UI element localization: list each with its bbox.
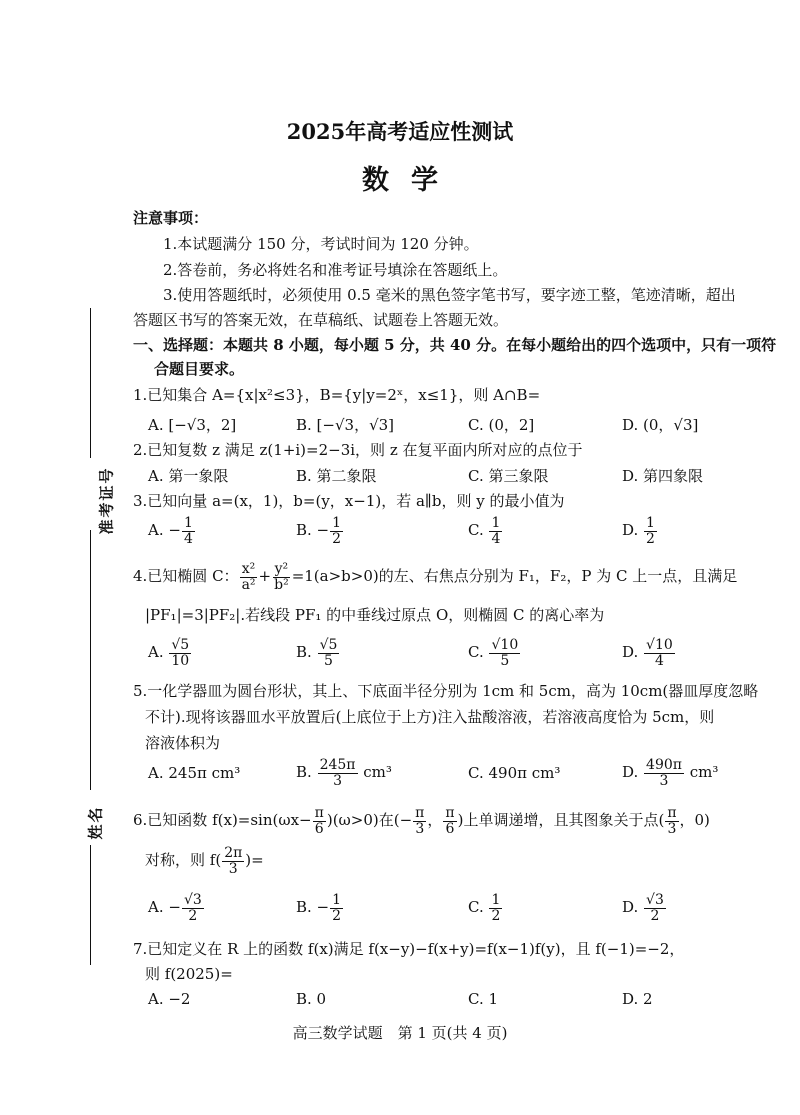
- q2-option-a[interactable]: A. 第一象限: [148, 467, 229, 485]
- q6-option-d[interactable]: D. $\frac{√3}{2}$: [622, 892, 664, 924]
- section1-heading: 一、选择题：本题共 8 小题，每小题 5 分，共 40 分。在每小题给出的四个选项中，只有一项符: [133, 336, 777, 354]
- q7-option-b[interactable]: B. 0: [296, 990, 327, 1008]
- subject-title: 数学: [362, 165, 460, 196]
- q4-option-b[interactable]: B. $\frac{√5}{5}$: [296, 637, 338, 669]
- exam-id-label: 准考证号: [97, 466, 116, 535]
- q3-option-b-prefix: B. −: [296, 521, 330, 540]
- q5-option-d[interactable]: D. $\frac{490\pi}{3}$ cm³: [622, 757, 719, 789]
- q2-option-d[interactable]: D. 第四象限: [622, 467, 704, 485]
- q6-stem-line1: 6.已知函数 f(x)=sin(ωx− $\frac{\pi}{6}$ )(ω>0)在(− $\frac{\pi}{3}$ ， $\frac{\pi}{6}$ )上单调递增，且其图象关于点( $\frac{\pi}{3}$ ，0): [133, 805, 710, 837]
- q3-option-c[interactable]: [468, 516, 503, 546]
- exam-title: 2025年高考适应性测试: [286, 119, 514, 144]
- q1-stem: 1.已知集合 A={x|x²≤3}，B={y|y=2ˣ，x≤1}，则 A∩B=: [133, 386, 541, 404]
- q6-option-b[interactable]: B. − $\frac{1}{2}$: [296, 892, 342, 924]
- notice-item-2: 2.答卷前，务必将姓名和准考证号填涂在答题纸上。: [163, 261, 508, 279]
- q7-option-a[interactable]: A. −2: [148, 990, 191, 1008]
- q1-option-b[interactable]: B. [−√3，√3]: [296, 416, 395, 434]
- q1-option-d[interactable]: D. (0，√3]: [622, 416, 699, 434]
- q6-stem-line2: 对称，则 f( $\frac{2\pi}{3}$ )=: [145, 845, 264, 877]
- q7-option-d[interactable]: D. 2: [622, 990, 653, 1008]
- notice-item-1: 1.本试题满分 150 分，考试时间为 120 分钟。: [163, 235, 479, 253]
- q3-option-c-frac: $\frac{1}{4}$: [491, 515, 501, 547]
- q3-option-a-prefix: A. −: [148, 521, 181, 540]
- q7-stem-line1: 7.已知定义在 R 上的函数 f(x)满足 f(x−y)−f(x+y)=f(x−1)f(y)，且 f(−1)=−2，: [133, 940, 685, 958]
- section1-heading-cont: 合题目要求。: [154, 360, 245, 378]
- q7-stem-line2: 则 f(2025)=: [145, 965, 233, 983]
- notice-heading: 注意事项：: [133, 209, 209, 227]
- q3-option-a[interactable]: [148, 516, 196, 546]
- q3-option-b[interactable]: [296, 516, 344, 546]
- q3-stem: 3.已知向量 a=(x，1)，b=(y，x−1)，若 a∥b，则 y 的最小值为: [133, 492, 565, 510]
- q2-option-b[interactable]: B. 第二象限: [296, 467, 377, 485]
- q5-stem-line3: 溶液体积为: [145, 734, 221, 752]
- q5-stem-line1: 5.一化学器皿为圆台形状，其上、下底面半径分别为 1cm 和 5cm，高为 10cm(器皿厚度忽略: [133, 682, 759, 700]
- q5-stem-line2: 不计).现将该器皿水平放置后(上底位于上方)注入盐酸溶液，若溶液高度恰为 5cm，则: [145, 708, 715, 726]
- q5-option-c[interactable]: C. 490π cm³: [468, 764, 561, 782]
- name-label: 姓名: [86, 805, 105, 840]
- q3-option-d-frac: $\frac{1}{2}$: [646, 515, 655, 547]
- binding-line-bottom: [90, 845, 91, 965]
- q6-option-c[interactable]: C. $\frac{1}{2}$: [468, 892, 501, 924]
- q4-option-c[interactable]: C. $\frac{√10}{5}$: [468, 637, 519, 669]
- q4-option-a[interactable]: A. $\frac{√5}{10}$: [148, 637, 190, 669]
- q2-stem: 2.已知复数 z 满足 z(1+i)=2−3i，则 z 在复平面内所对应的点位于: [133, 441, 583, 459]
- q1-option-c[interactable]: C. (0，2]: [468, 416, 535, 434]
- q5-option-a[interactable]: A. 245π cm³: [148, 764, 241, 782]
- q4-option-d[interactable]: D. $\frac{√10}{4}$: [622, 637, 673, 669]
- q3-option-a-frac: $\frac{1}{4}$: [183, 515, 193, 547]
- q2-option-c[interactable]: C. 第三象限: [468, 467, 549, 485]
- q6-option-a[interactable]: A. − $\frac{√3}{2}$: [148, 892, 202, 924]
- q3-option-d[interactable]: [622, 516, 658, 546]
- page-footer: 高三数学试题 第 1 页(共 4 页): [292, 1024, 508, 1042]
- q4-stem: 4.已知椭圆 C： $\frac{\text{x²}}{\text{a²}}$ + $\frac{\text{y²}}{\text{b²}}$ =1(a>b>0)的左、右焦点分别为 F₁，F₂，P 为 C 上一点，且满足: [133, 561, 738, 593]
- q5-option-b[interactable]: B. $\frac{245\pi}{3}$ cm³: [296, 757, 392, 789]
- binding-line-middle: [90, 530, 91, 790]
- notice-item-3-cont: 答题区书写的答案无效，在草稿纸、试题卷上答题无效。: [133, 311, 509, 329]
- q4-stem-line2: |PF₁|=3|PF₂|.若线段 PF₁ 的中垂线过原点 O，则椭圆 C 的离心率为: [145, 606, 605, 624]
- q3-option-d-prefix: D.: [622, 521, 644, 540]
- q3-option-c-prefix: C.: [468, 521, 489, 540]
- binding-line-top: [90, 308, 91, 458]
- q3-option-b-frac: $\frac{1}{2}$: [332, 515, 342, 547]
- notice-item-3: 3.使用答题纸时，必须使用 0.5 毫米的黑色签字笔书写，要字迹工整，笔迹清晰，超出: [163, 286, 736, 304]
- q1-option-a[interactable]: A. [−√3，2]: [148, 416, 237, 434]
- q7-option-c[interactable]: C. 1: [468, 990, 499, 1008]
